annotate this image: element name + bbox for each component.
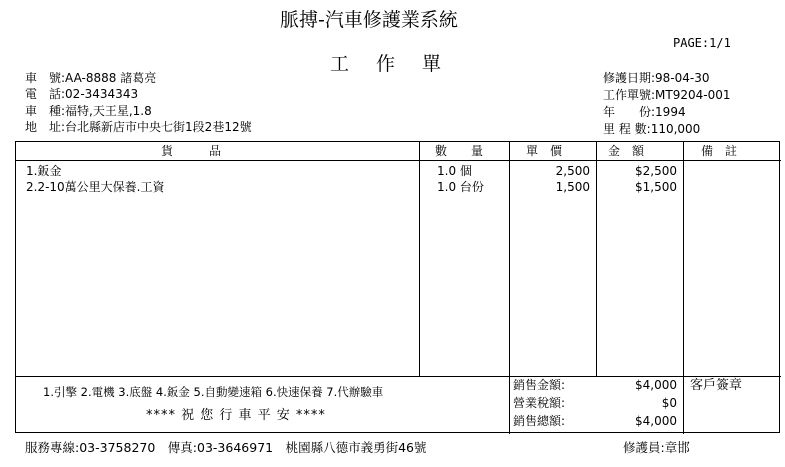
mileage-value: 110,000 — [650, 122, 701, 136]
header-price: 單 價 — [526, 144, 563, 158]
order-number-label: 工作單號: — [603, 88, 656, 102]
plate-row — [25, 71, 156, 86]
total-label: 銷售總額: — [513, 414, 566, 428]
row-1-item: 1.鈑金 — [26, 164, 62, 178]
address-row — [25, 120, 252, 135]
year-label: 年 份: — [603, 105, 656, 119]
phone-label: 電 話: — [25, 87, 66, 101]
row-2-qty: 1.0 台份 — [437, 180, 484, 194]
year-value: 1994 — [655, 105, 686, 119]
page-indicator: PAGE:1/1 — [673, 36, 731, 50]
service-categories: 1.引擎 2.電機 3.底盤 4.鈑金 5.自動變速箱 6.快速保養 7.代辦驗車 — [43, 385, 384, 399]
col-divider — [419, 142, 420, 377]
year-row — [603, 105, 686, 120]
col-divider — [683, 142, 684, 434]
mileage-label: 里 程 數: — [603, 122, 651, 136]
total-value: $4,000 — [635, 414, 677, 428]
sales-value: $4,000 — [635, 378, 677, 392]
date-label: 修護日期: — [603, 71, 656, 85]
phone-row — [25, 87, 138, 102]
technician-row — [623, 440, 690, 456]
date-row — [603, 71, 710, 86]
header-amount: 金 額 — [608, 144, 645, 158]
order-number-value: MT9204-001 — [655, 88, 731, 102]
header-item: 貨 品 — [161, 144, 222, 158]
plate-value: AA-8888 諸葛亮 — [65, 71, 157, 85]
row-2-item: 2.2-10萬公里大保養.工資 — [26, 180, 165, 194]
model-label: 車 種: — [25, 104, 66, 118]
form-title: 工 作 單 — [330, 53, 446, 75]
plate-label: 車 號: — [25, 71, 66, 85]
header-note: 備 註 — [701, 144, 738, 158]
customer-signature-label: 客戶簽章 — [690, 378, 743, 393]
tax-label: 營業稅額: — [513, 396, 566, 410]
model-row — [25, 104, 152, 119]
sales-label: 銷售金額: — [513, 378, 566, 392]
safety-slogan: **** 祝 您 行 車 平 安 **** — [146, 408, 326, 423]
work-order-table — [15, 141, 780, 433]
app-title: 脈搏-汽車修護業系統 — [280, 9, 458, 31]
row-2-amount: $1,500 — [635, 180, 677, 194]
address-value: 台北縣新店市中央七街1段2巷12號 — [65, 120, 252, 134]
row-1-price: 2,500 — [555, 164, 590, 178]
header-qty: 數 量 — [435, 144, 484, 158]
row-2-price: 1,500 — [555, 180, 590, 194]
header-divider — [16, 160, 781, 161]
technician-value: 章邯 — [664, 440, 690, 455]
mileage-row — [603, 122, 700, 137]
address-label: 地 址: — [25, 120, 66, 134]
service-hotline: 服務專線:03-3758270 傳真:03-3646971 桃園縣八德市義勇街46號 — [25, 440, 427, 455]
footer-divider — [16, 376, 781, 377]
row-1-amount: $2,500 — [635, 164, 677, 178]
row-1-qty: 1.0 個 — [437, 164, 472, 178]
model-value: 福特,天王星,1.8 — [65, 104, 152, 118]
date-value: 98-04-30 — [655, 71, 710, 85]
phone-value: 02-3434343 — [65, 87, 139, 101]
technician-label: 修護員: — [623, 440, 665, 455]
order-number-row — [603, 88, 731, 103]
tax-value: $0 — [661, 396, 677, 410]
